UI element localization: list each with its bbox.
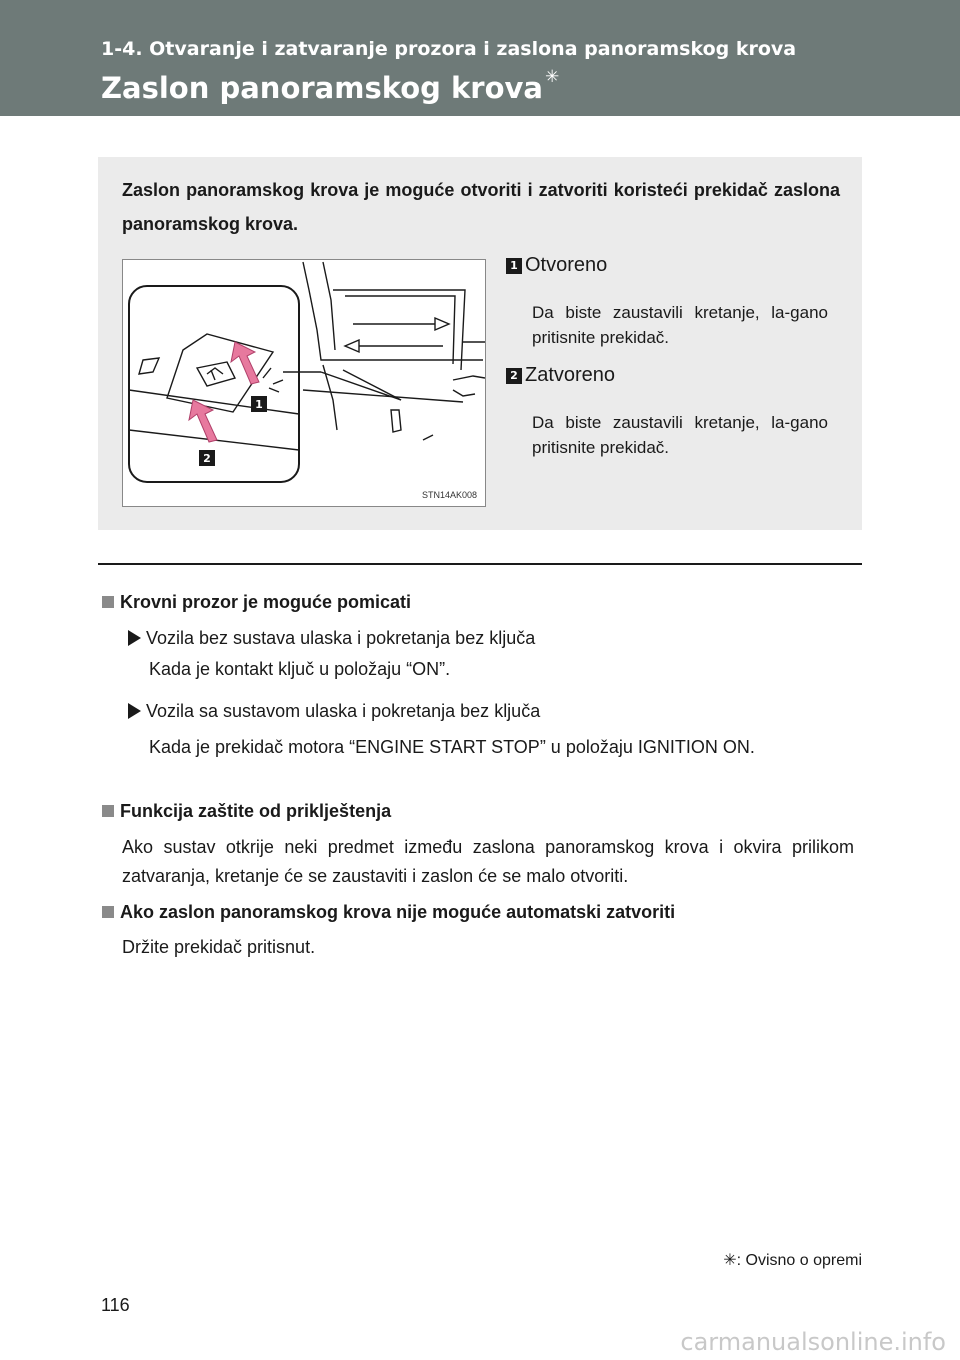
section-heading-text: Funkcija zaštite od priklještenja bbox=[120, 801, 392, 821]
footnote bbox=[723, 1250, 862, 1270]
section-heading-text: Ako zaslon panoramskog krova nije moguće automatski zatvoriti bbox=[120, 902, 676, 922]
footnote-mark: ✳ bbox=[723, 1252, 737, 1269]
paragraph: Držite prekidač pritisnut. bbox=[122, 937, 316, 957]
item-label: Otvoreno bbox=[525, 254, 608, 276]
page-number: 116 bbox=[101, 1295, 130, 1315]
figure-badge-2: 2 bbox=[203, 452, 211, 465]
paragraph: Kada je kontakt ključ u položaju “ON”. bbox=[149, 659, 451, 679]
footnote-text: : Ovisno o opremi bbox=[736, 1252, 862, 1269]
item-close-heading bbox=[506, 364, 615, 387]
item-open-description: Da biste zaustavili kretanje, la-gano pritisnite prekidač. bbox=[532, 303, 828, 347]
item-open-heading bbox=[506, 254, 607, 277]
bullet-item bbox=[128, 628, 535, 649]
section-heading bbox=[102, 592, 411, 613]
optional-equipment-mark: ✳ bbox=[544, 67, 560, 87]
section-divider bbox=[98, 563, 862, 565]
square-bullet-icon bbox=[102, 596, 114, 608]
item-label: Zatvoreno bbox=[525, 364, 616, 386]
section-title: 1-4. Otvaranje i zatvaranje prozora i zaslona panoramskog krova bbox=[101, 38, 797, 60]
page-title bbox=[101, 67, 560, 105]
triangle-bullet-icon bbox=[128, 703, 141, 719]
section-heading bbox=[102, 801, 391, 822]
intro-text: Zaslon panoramskog krova je moguće otvoriti i zatvoriti koristeći prekidač zaslona panoramskog krova. bbox=[122, 180, 840, 234]
square-bullet-icon bbox=[102, 906, 114, 918]
page-title-text: Zaslon panoramskog krova bbox=[101, 71, 543, 105]
triangle-bullet-icon bbox=[128, 630, 141, 646]
roof-switch-illustration bbox=[122, 259, 486, 507]
intro-box bbox=[98, 157, 862, 530]
paragraph: Kada je prekidač motora “ENGINE START STOP” u položaju IGNITION ON. bbox=[149, 737, 755, 757]
item-number-badge: 2 bbox=[506, 368, 522, 384]
bullet-item bbox=[128, 701, 540, 722]
figure-badge-1: 1 bbox=[255, 398, 263, 411]
section-heading bbox=[102, 902, 675, 923]
item-number-badge: 1 bbox=[506, 258, 522, 274]
chapter-header bbox=[0, 0, 960, 116]
square-bullet-icon bbox=[102, 805, 114, 817]
paragraph: Ako sustav otkrije neki predmet između zaslona panoramskog krova i okvira prilikom zatvaranja, kretanje će se zaustaviti i zaslon će se malo otvoriti. bbox=[122, 837, 854, 886]
item-close-description: Da biste zaustavili kretanje, la-gano pritisnite prekidač. bbox=[532, 413, 828, 457]
figure-code: STN14AK008 bbox=[421, 490, 477, 500]
bullet-text: Vozila sa sustavom ulaska i pokretanja bez ključa bbox=[146, 701, 541, 721]
site-watermark: carmanualsonline.info bbox=[680, 1328, 946, 1356]
bullet-text: Vozila bez sustava ulaska i pokretanja bez ključa bbox=[146, 628, 536, 648]
section-heading-text: Krovni prozor je moguće pomicati bbox=[120, 592, 412, 612]
illustration-drawing bbox=[123, 260, 485, 506]
